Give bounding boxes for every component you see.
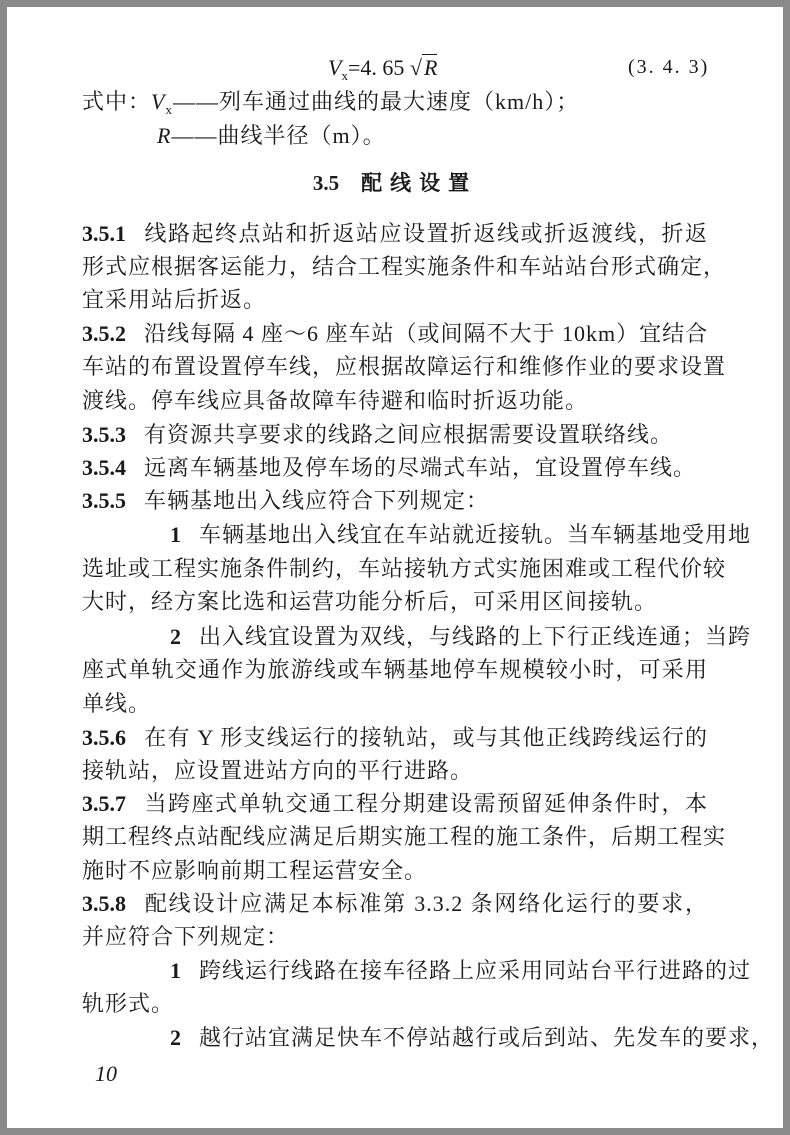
clause-line [82,217,708,250]
clause-text: 当跨座式单轨交通工程分期建设需预留延伸条件时，本 [144,791,708,816]
where-line-v [82,85,708,118]
item-text: 越行站宜满足快车不停站越行或后到站、先发车的要求， [199,1025,775,1050]
where-var-sub: x [165,102,173,117]
clause-number: 3.5.5 [82,488,126,513]
equation-number: (3. 4. 3) [628,56,710,78]
item-line: 单线。 [82,691,152,716]
clause-line: 形式应根据客运能力，结合工程实施条件和车站站台形式确定， [82,254,727,279]
clause-number: 3.5.1 [82,221,126,246]
section-heading [0,167,790,200]
clause-line [82,451,708,484]
item-line [82,518,752,551]
clause-line: 施时不应影响前期工程运营安全。 [82,858,428,883]
item-line: 选址或工程实施条件制约，车站接轨方式实施困难或工程代价较 [82,556,727,581]
clause-line: 期工程终点站配线应满足后期实施工程的施工条件，后期工程实 [82,824,727,849]
item-line: 座式单轨交通作为旅游线或车辆基地停车规模较小时，可采用 [82,657,708,682]
formula-subscript: x [341,68,348,83]
clause-line [82,887,708,920]
page-number: 10 [95,1061,117,1086]
clause-text: 车辆基地出入线应符合下列规定： [144,488,490,513]
item-line [82,1021,775,1054]
where-var: V [151,89,166,114]
where-desc: ——列车通过曲线的最大速度（km/h）； [172,89,580,114]
clause-line: 车站的布置设置停车线，应根据故障运行和维修作业的要求设置 [82,354,727,379]
clause-line [82,484,708,517]
clause-number: 3.5.3 [82,422,126,447]
clause-number: 3.5.6 [82,725,126,750]
item-text: 跨线运行线路在接车径路上应采用同站台平行进路的过 [199,958,752,983]
clause-line [82,787,708,820]
clause-line [82,721,708,754]
clause-number: 3.5.7 [82,791,126,816]
clause-text: 沿线每隔 4 座～6 座车站（或间隔不大于 10km）宜结合 [144,321,709,346]
clause-text: 有资源共享要求的线路之间应根据需要设置联络线。 [144,422,674,447]
formula-radicand: R [423,55,438,80]
item-text: 车辆基地出入线宜在车站就近接轨。当车辆基地受用地 [199,522,752,547]
clause-number: 3.5.4 [82,455,126,480]
clause-line: 并应符合下列规定： [82,924,290,949]
clause-number: 3.5.2 [82,321,126,346]
item-number: 1 [170,522,181,547]
sqrt-sign: √ [409,55,422,80]
section-title: 配线设置 [361,171,478,195]
clause-text: 配线设计应满足本标准第 3.3.2 条网络化运行的要求， [144,891,708,916]
where-var: R [157,123,172,148]
item-number: 1 [170,958,181,983]
where-line-r [82,119,783,152]
item-number: 2 [170,1025,181,1050]
formula-coefficient: =4. 65 [347,55,410,80]
item-line: 轨形式。 [82,991,175,1016]
clause-text: 在有 Y 形支线运行的接轨站，或与其他正线跨线运行的 [144,725,708,750]
clause-number: 3.5.8 [82,891,126,916]
formula-variable: V [328,55,342,80]
clause-line: 宜采用站后折返。 [82,287,267,312]
section-number: 3.5 [312,171,340,195]
item-line [82,954,752,987]
item-line [82,620,752,653]
item-number: 2 [170,624,181,649]
clause-line: 渡线。停车线应具备故障车待避和临时折返功能。 [82,388,589,413]
clause-text: 线路起终点站和折返站应设置折返线或折返渡线，折返 [144,221,708,246]
item-line: 大时，经方案比选和运营功能分析后，可采用区间接轨。 [82,589,658,614]
where-desc: ——曲线半径（m）。 [171,123,386,148]
clause-line: 接轨站，应设置进站方向的平行进路。 [82,758,474,783]
clause-text: 远离车辆基地及停车场的尽端式车站，宜设置停车线。 [144,455,697,480]
item-text: 出入线宜设置为双线，与线路的上下行正线连通；当跨 [199,624,752,649]
clause-line [82,418,708,451]
where-prefix: 式中： [82,89,152,114]
clause-line [82,317,708,350]
